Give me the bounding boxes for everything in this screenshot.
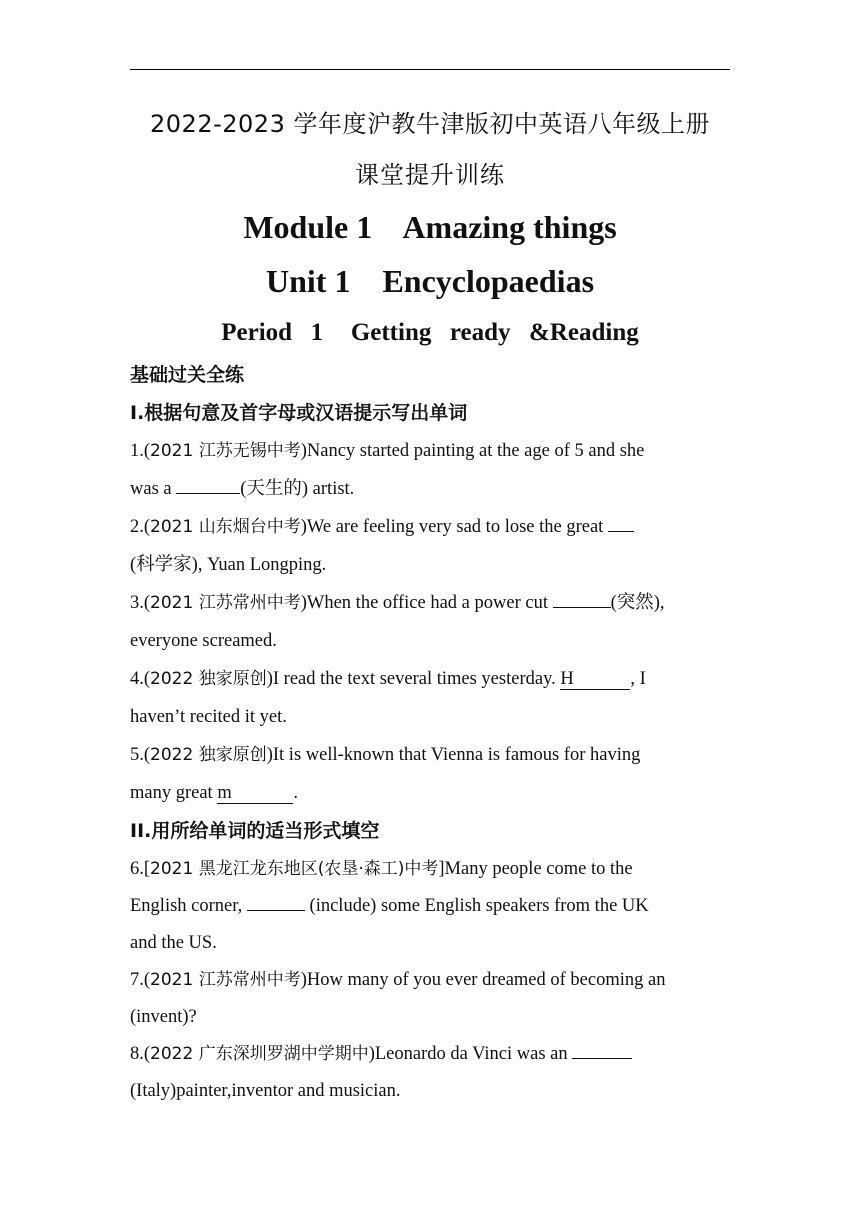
question-1-line-1: 1.(2021 江苏无锡中考)Nancy started painting at the age of 5 and she [130, 441, 645, 461]
question-3-line-2: everyone screamed. [130, 631, 277, 651]
question-6 [130, 850, 730, 961]
question-5-source: 2022 独家原创 [150, 745, 267, 765]
unit-title: Unit 1 Encyclopaedias [265, 263, 595, 299]
answer-blank-4[interactable]: H [560, 669, 630, 690]
question-7-line-2: (invent)? [130, 1007, 197, 1027]
answer-blank-3[interactable] [553, 587, 611, 608]
question-2 [130, 508, 730, 584]
answer-blank-5[interactable]: m [217, 783, 293, 804]
question-5 [130, 736, 730, 812]
section-heading: 基础过关全练 [130, 364, 245, 386]
question-4-source: 2022 独家原创 [150, 669, 267, 689]
question-6-source: 2021 黑龙江龙东地区(农垦·森工)中考 [150, 859, 439, 879]
question-7-source: 2021 江苏常州中考 [150, 970, 301, 990]
answer-blank-8[interactable] [572, 1038, 632, 1059]
question-5-line-2: many great m . [130, 783, 298, 803]
question-2-line-2: (科学家), Yuan Longping. [130, 555, 327, 575]
question-8-source: 2022 广东深圳罗湖中学期中 [150, 1044, 369, 1064]
question-1-line-2: was a (天生的) artist. [130, 470, 730, 508]
part1-heading: I.根据句意及首字母或汉语提示写出单词 [130, 402, 468, 424]
question-7 [130, 961, 730, 1035]
question-7-line-1: 7.(2021 江苏常州中考)How many of you ever dreamed of becoming an [130, 970, 666, 990]
module-title: Module 1 Amazing things [243, 209, 617, 245]
question-3-line-1: 3.(2021 江苏常州中考)When the office had a power cut (突然), [130, 584, 730, 622]
document-subtitle: 课堂提升训练 [355, 161, 505, 189]
question-8-line-1: 8.(2022 广东深圳罗湖中学期中)Leonardo da Vinci was an [130, 1035, 730, 1072]
question-4-line-2: haven’t recited it yet. [130, 707, 287, 727]
question-1 [130, 432, 730, 508]
question-3-source: 2021 江苏常州中考 [150, 593, 301, 613]
answer-blank-1[interactable] [176, 473, 240, 494]
question-4 [130, 660, 730, 736]
question-8 [130, 1035, 730, 1109]
question-2-line-1: 2.(2021 山东烟台中考)We are feeling very sad to lose the great [130, 508, 730, 546]
question-1-source: 2021 江苏无锡中考 [150, 441, 301, 461]
answer-blank-6[interactable] [247, 890, 305, 911]
question-6-line-3: and the US. [130, 933, 217, 953]
question-2-source: 2021 山东烟台中考 [150, 517, 301, 537]
question-6-line-1: 6.[2021 黑龙江龙东地区(农垦·森工)中考]Many people come to the [130, 859, 633, 879]
part2-heading: II.用所给单词的适当形式填空 [130, 820, 380, 842]
document-title: 2022-2023 学年度沪教牛津版初中英语八年级上册 [150, 110, 710, 138]
question-8-line-2: (Italy)painter,inventor and musician. [130, 1081, 401, 1101]
question-5-line-1: 5.(2022 独家原创)It is well-known that Vienna is famous for having [130, 745, 641, 765]
answer-blank-2[interactable] [608, 511, 634, 532]
header-rule [130, 69, 730, 70]
question-3 [130, 584, 730, 660]
question-6-line-2: English corner, (include) some English speakers from the UK [130, 887, 730, 924]
question-4-line-1: 4.(2022 独家原创)I read the text several times yesterday. H , I [130, 669, 646, 689]
content-area [130, 98, 730, 1109]
period-title: Period 1 Getting ready &Reading [221, 319, 639, 346]
